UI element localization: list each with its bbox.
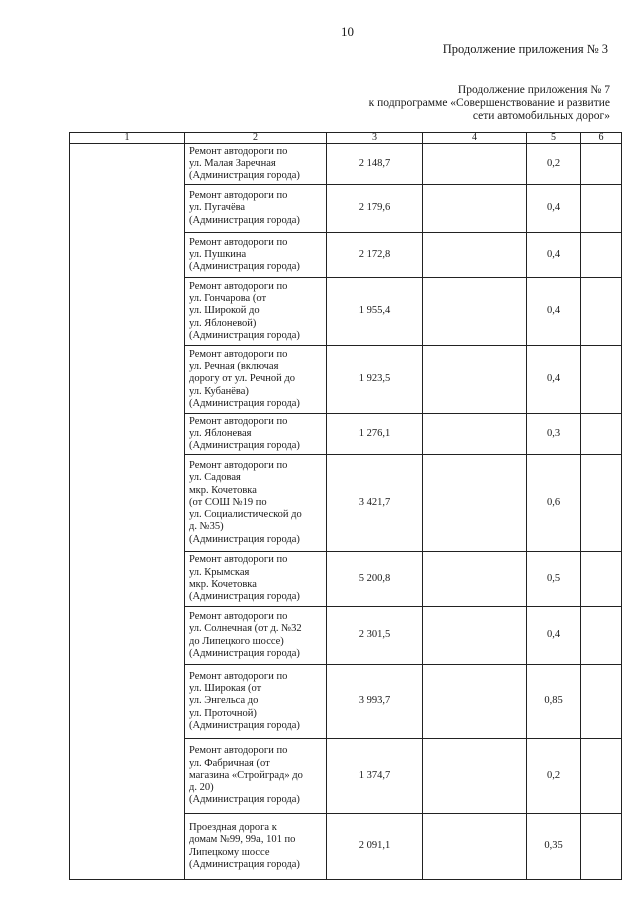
- column-6-cell: [581, 278, 622, 346]
- table-row: [70, 144, 622, 185]
- amount-cell: 2 179,6: [327, 185, 423, 233]
- road-name-line: дорогу от ул. Речной до: [189, 373, 295, 385]
- amount-cell: 3 993,7: [327, 665, 423, 739]
- road-name-line: мкр. Кочетовка: [189, 579, 257, 590]
- length-cell: 0,2: [527, 739, 581, 814]
- column-4-cell: [423, 185, 527, 233]
- length-cell: 0,35: [527, 814, 581, 880]
- column-header: 3: [327, 133, 423, 144]
- subprogram-line-2: сети автомобильных дорог»: [472, 110, 610, 122]
- subprogram-line-1: к подпрограмме «Совершенствование и развитие: [368, 97, 610, 109]
- road-name-cell: [185, 552, 327, 607]
- road-name-line: магазина «Стройград» до: [189, 769, 303, 781]
- amount-cell: 2 301,5: [327, 607, 423, 665]
- column-header: 2: [185, 133, 327, 144]
- column-6-cell: [581, 144, 622, 185]
- column-4-cell: [423, 455, 527, 552]
- road-name-cell: [185, 814, 327, 880]
- amount-cell: 5 200,8: [327, 552, 423, 607]
- continuation-appendix-3: Продолжение приложения № 3: [442, 42, 608, 56]
- road-name-cell: [185, 665, 327, 739]
- column-4-cell: [423, 814, 527, 880]
- road-name-line: (Администрация города): [189, 329, 300, 341]
- length-cell: 0,6: [527, 455, 581, 552]
- road-name-line: ул. Малая Заречная: [189, 157, 276, 169]
- column-6-cell: [581, 185, 622, 233]
- length-cell: 0,2: [527, 144, 581, 185]
- column-6-cell: [581, 455, 622, 552]
- column-1-cell: [70, 144, 185, 880]
- road-name-cell: [185, 739, 327, 814]
- road-name-cell: [185, 414, 327, 455]
- road-name-line: ул. Пугачёва: [189, 202, 246, 214]
- road-name-cell: [185, 455, 327, 552]
- road-name-line: ул. Социалистической до: [189, 509, 302, 521]
- road-name-line: Ремонт автодороги по: [189, 190, 288, 202]
- column-6-cell: [581, 665, 622, 739]
- column-6-cell: [581, 346, 622, 414]
- column-header: 5: [527, 133, 581, 144]
- road-name-line: до Липецкого шоссе): [189, 635, 284, 647]
- road-name-line: (Администрация города): [189, 591, 300, 603]
- amount-cell: 2 172,8: [327, 233, 423, 278]
- column-header: 6: [581, 133, 622, 144]
- road-name-line: (Администрация города): [189, 440, 300, 452]
- road-name-line: Ремонт автодороги по: [189, 236, 288, 248]
- road-name-line: ул. Яблоневая: [189, 427, 252, 439]
- road-name-line: ул. Фабричная (от: [189, 757, 270, 769]
- road-name-line: Липецкому шоссе: [189, 846, 270, 858]
- road-name-cell: [185, 278, 327, 346]
- amount-cell: 3 421,7: [327, 455, 423, 552]
- road-name-line: (Администрация города): [189, 794, 300, 806]
- amount-cell: 2 148,7: [327, 144, 423, 185]
- column-6-cell: [581, 607, 622, 665]
- road-name-line: Ремонт автодороги по: [189, 745, 288, 757]
- roads-table: [69, 132, 622, 880]
- road-name-line: (Администрация города): [189, 170, 300, 182]
- road-name-line: Ремонт автодороги по: [189, 280, 288, 292]
- road-name-line: (Администрация города): [189, 261, 300, 273]
- column-4-cell: [423, 346, 527, 414]
- road-name-cell: [185, 233, 327, 278]
- road-name-line: Ремонт автодороги по: [189, 348, 288, 360]
- road-name-line: ул. Гончарова (от: [189, 293, 267, 305]
- column-6-cell: [581, 233, 622, 278]
- road-name-line: ул. Речная (включая: [189, 361, 279, 373]
- length-cell: 0,4: [527, 185, 581, 233]
- road-name-line: (от СОШ №19 по: [189, 496, 267, 508]
- column-4-cell: [423, 278, 527, 346]
- column-4-cell: [423, 665, 527, 739]
- column-6-cell: [581, 414, 622, 455]
- column-header: 4: [423, 133, 527, 144]
- road-name-line: Проездная дорога к: [189, 821, 277, 833]
- continuation-appendix-7: Продолжение приложения № 7: [457, 84, 610, 96]
- road-name-line: Ремонт автодороги по: [189, 415, 288, 427]
- road-name-cell: [185, 144, 327, 185]
- road-name-line: (Администрация города): [189, 397, 300, 409]
- road-name-line: (Администрация города): [189, 858, 300, 870]
- amount-cell: 1 955,4: [327, 278, 423, 346]
- column-4-cell: [423, 414, 527, 455]
- column-6-cell: [581, 814, 622, 880]
- length-cell: 0,4: [527, 346, 581, 414]
- road-name-line: ул. Широкая (от: [189, 683, 262, 695]
- road-name-line: (Администрация города): [189, 533, 300, 545]
- road-name-line: (Администрация города): [189, 719, 300, 731]
- amount-cell: 1 923,5: [327, 346, 423, 414]
- length-cell: 0,85: [527, 665, 581, 739]
- column-4-cell: [423, 739, 527, 814]
- road-name-line: Ремонт автодороги по: [189, 554, 288, 566]
- road-name-line: Ремонт автодороги по: [189, 670, 288, 682]
- page-number: 10: [341, 24, 354, 39]
- amount-cell: 2 091,1: [327, 814, 423, 880]
- road-name-line: ул. Проточной): [189, 707, 257, 719]
- appendix-header-block: [369, 84, 610, 123]
- road-name-line: ул. Широкой до: [189, 305, 260, 317]
- length-cell: 0,5: [527, 552, 581, 607]
- table-body: [70, 144, 622, 880]
- length-cell: 0,4: [527, 607, 581, 665]
- column-4-cell: [423, 144, 527, 185]
- road-name-cell: [185, 185, 327, 233]
- road-name-line: ул. Кубанёва): [189, 385, 249, 397]
- road-name-line: д. 20): [189, 782, 214, 794]
- road-name-line: ул. Крымская: [189, 566, 250, 578]
- amount-cell: 1 374,7: [327, 739, 423, 814]
- length-cell: 0,4: [527, 278, 581, 346]
- road-name-line: (Администрация города): [189, 214, 300, 226]
- road-name-line: Ремонт автодороги по: [189, 459, 288, 471]
- road-name-cell: [185, 346, 327, 414]
- column-6-cell: [581, 739, 622, 814]
- road-name-line: ул. Пушкина: [189, 248, 247, 260]
- road-name-line: ул. Яблоневой): [189, 317, 257, 329]
- road-name-line: ул. Энгельса до: [189, 695, 259, 707]
- table-header-row: [70, 133, 622, 144]
- column-4-cell: [423, 552, 527, 607]
- length-cell: 0,3: [527, 414, 581, 455]
- road-name-line: мкр. Кочетовка: [189, 484, 257, 496]
- road-name-line: ул. Садовая: [189, 472, 241, 484]
- road-name-line: ул. Солнечная (от д. №32: [189, 623, 302, 635]
- road-name-line: (Администрация города): [189, 647, 300, 659]
- column-header: 1: [70, 133, 185, 144]
- length-cell: 0,4: [527, 233, 581, 278]
- column-4-cell: [423, 607, 527, 665]
- amount-cell: 1 276,1: [327, 414, 423, 455]
- road-name-line: Ремонт автодороги по: [189, 145, 288, 157]
- road-name-line: домам №99, 99а, 101 по: [189, 834, 296, 846]
- road-name-cell: [185, 607, 327, 665]
- road-name-line: д. №35): [189, 521, 224, 533]
- column-4-cell: [423, 233, 527, 278]
- column-6-cell: [581, 552, 622, 607]
- road-name-line: Ремонт автодороги по: [189, 610, 288, 622]
